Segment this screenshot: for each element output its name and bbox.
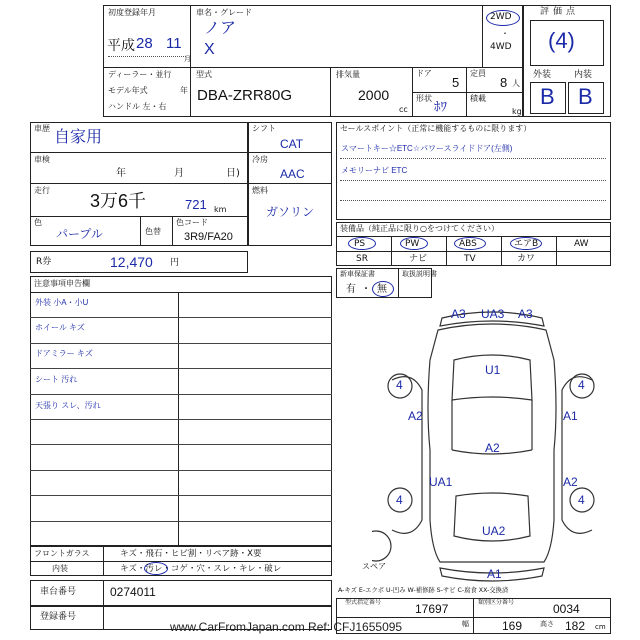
- fuel-label: 燃料: [252, 186, 268, 195]
- load-label: 積載: [470, 94, 486, 103]
- inspection-label: 車検: [34, 155, 50, 164]
- score-label: 評価点: [540, 7, 580, 17]
- sales-point-line-2: メモリーナビ ETC: [341, 166, 408, 175]
- score-value: (4): [548, 28, 575, 53]
- option-sr: SR: [356, 254, 368, 264]
- width-value: 169: [502, 619, 523, 633]
- option-airbag: エアB: [514, 239, 539, 249]
- exterior-grade: B: [540, 84, 555, 109]
- month-unit: 月: [184, 55, 191, 63]
- approval-label: 型式指定番号: [345, 599, 382, 606]
- option-pw: PW: [405, 239, 420, 249]
- recycle-unit: 円: [170, 258, 180, 268]
- recycle-value: 12,470: [110, 254, 153, 270]
- drive-4wd: 4WD: [490, 42, 512, 52]
- mark-tire-rear-left: 4: [396, 493, 403, 507]
- shift-label: シフト: [252, 124, 276, 133]
- approval-number: 17697: [415, 602, 449, 616]
- manual-label: 取扱説明書: [402, 270, 437, 278]
- interior-grade: B: [578, 84, 593, 109]
- dealer-label: ディーラー・並行: [108, 70, 172, 79]
- height-label: 高さ: [540, 620, 554, 628]
- recycle-label: R券: [36, 257, 52, 267]
- note-line-5: 天張り スレ、汚れ: [35, 401, 101, 410]
- ac-label: 冷房: [252, 155, 268, 164]
- car-name: ノア: [204, 20, 237, 37]
- shape-label: 形状: [416, 94, 432, 103]
- mark-a2-center: A2: [485, 441, 500, 455]
- model-code: DBA-ZRR80G: [197, 87, 293, 104]
- shape-value: ﾎﾜ: [434, 99, 447, 114]
- displacement: 2000: [358, 87, 390, 103]
- mark-tire-front-left: 4: [396, 378, 403, 392]
- chassis-number: 0274011: [110, 585, 156, 599]
- capacity-label: 定員: [470, 69, 486, 78]
- options-label: 装備品（純正品に限り○をつけてください）: [340, 224, 499, 233]
- doors-label: ドア: [416, 69, 432, 78]
- inspection-year: 年: [116, 168, 126, 179]
- color-change-label: 色替: [145, 227, 161, 236]
- warranty-yes: 有: [346, 284, 356, 295]
- color-label: 色: [34, 218, 42, 227]
- mark-u1: U1: [485, 363, 501, 377]
- fuel-value: ガソリン: [266, 205, 315, 219]
- model-year-unit: 年: [180, 86, 188, 95]
- drive-2wd: 2WD: [490, 12, 512, 22]
- chassis-label: 車台番号: [40, 587, 77, 597]
- mark-a1-right: A1: [563, 409, 578, 423]
- note-line-1: 外装 小A・小U: [35, 298, 89, 307]
- capacity-unit: 人: [512, 79, 520, 88]
- interior-cond-text: キズ・汚レ・コゲ・穴・スレ・キレ・破レ: [120, 564, 282, 574]
- sales-points-label: セールスポイント（正常に機能するものに限ります）: [340, 124, 532, 133]
- mark-a3-right: A3: [518, 307, 533, 321]
- color-code: 3R9/FA20: [184, 231, 233, 243]
- mark-a2-left: A2: [408, 409, 423, 423]
- mark-ua3: UA3: [481, 307, 505, 321]
- option-tv: TV: [464, 254, 476, 264]
- model-label: 型式: [196, 70, 212, 79]
- notes-label: 注意事項申告欄: [34, 279, 90, 288]
- mark-ua2: UA2: [482, 524, 506, 538]
- option-ps: PS: [354, 239, 366, 249]
- option-abs: ABS: [459, 239, 477, 249]
- first-reg-month: 11: [166, 35, 182, 52]
- option-aw: AW: [574, 239, 589, 249]
- category-number: 0034: [553, 602, 580, 616]
- warranty-label: 新車保証書: [340, 270, 375, 278]
- capacity-value: 8: [500, 75, 508, 90]
- note-line-3: ドアミラー キズ: [35, 349, 93, 358]
- car-name-label: 車名・グレード: [196, 8, 252, 17]
- registration-label: 登録番号: [40, 612, 77, 622]
- header-section: [103, 5, 523, 117]
- mark-a1-bottom: A1: [487, 567, 502, 581]
- option-leather: カワ: [517, 254, 536, 264]
- load-unit: kg: [512, 107, 522, 116]
- doors-value: 5: [452, 75, 460, 90]
- first-reg-year: 28: [136, 35, 153, 52]
- damage-legend: A-キズ E-エクボ U-凹み W-補修跡 S-サビ C-腐食 XX-交換済: [338, 587, 509, 594]
- front-glass-text: キズ・飛石・ヒビ割・リペア跡・X要: [120, 549, 262, 559]
- watermark: www.CarFromJapan.com Ref: CFJ1655095: [170, 620, 403, 634]
- shift-value: CAT: [280, 137, 304, 151]
- mileage-label: 走行: [34, 186, 50, 195]
- option-navi: ナビ: [409, 254, 428, 264]
- usage-value: 自家用: [54, 129, 103, 146]
- spare-label: スペア: [362, 562, 386, 571]
- mark-tire-rear-right: 4: [578, 493, 585, 507]
- model-year-label: モデル年式: [108, 86, 148, 95]
- front-glass-label: フロントガラス: [34, 549, 90, 558]
- category-label: 類別区分番号: [478, 599, 515, 606]
- color-value: パープル: [56, 227, 103, 241]
- interior-label: 内装: [574, 70, 593, 80]
- inspection-day: 日): [226, 168, 240, 179]
- exterior-label: 外装: [533, 70, 552, 80]
- displacement-label: 排気量: [336, 70, 360, 79]
- note-line-4: シート 汚れ: [35, 375, 78, 384]
- mark-tire-front-right: 4: [578, 378, 585, 392]
- displacement-unit: cc: [399, 105, 408, 114]
- note-line-2: ホイール キズ: [35, 323, 85, 332]
- car-grade: X: [204, 41, 215, 58]
- mileage-value: 721: [185, 197, 207, 212]
- mark-a2-right: A2: [563, 475, 578, 489]
- mileage-unit: km: [214, 205, 227, 214]
- width-label: 幅: [462, 620, 469, 628]
- sales-point-line-1: スマートキー☆ETC☆パワースライドドア(左側): [341, 144, 513, 153]
- warranty-no: 無: [377, 284, 387, 295]
- interior-cond-label: 内装: [52, 564, 68, 573]
- size-unit: cm: [595, 623, 606, 631]
- first-reg-era: 平成: [107, 37, 135, 53]
- first-reg-label: 初度登録年月: [108, 8, 156, 17]
- mark-ua1: UA1: [429, 475, 453, 489]
- mileage-handwritten: 3万6千: [90, 191, 147, 211]
- usage-label: 車歴: [34, 124, 50, 133]
- color-code-label: 色コード: [176, 218, 208, 227]
- mark-a3-left: A3: [451, 307, 466, 321]
- inspection-month: 月: [174, 168, 184, 179]
- height-value: 182: [565, 619, 586, 633]
- handle-label: ハンドル 左・右: [108, 102, 167, 111]
- ac-value: AAC: [280, 167, 305, 181]
